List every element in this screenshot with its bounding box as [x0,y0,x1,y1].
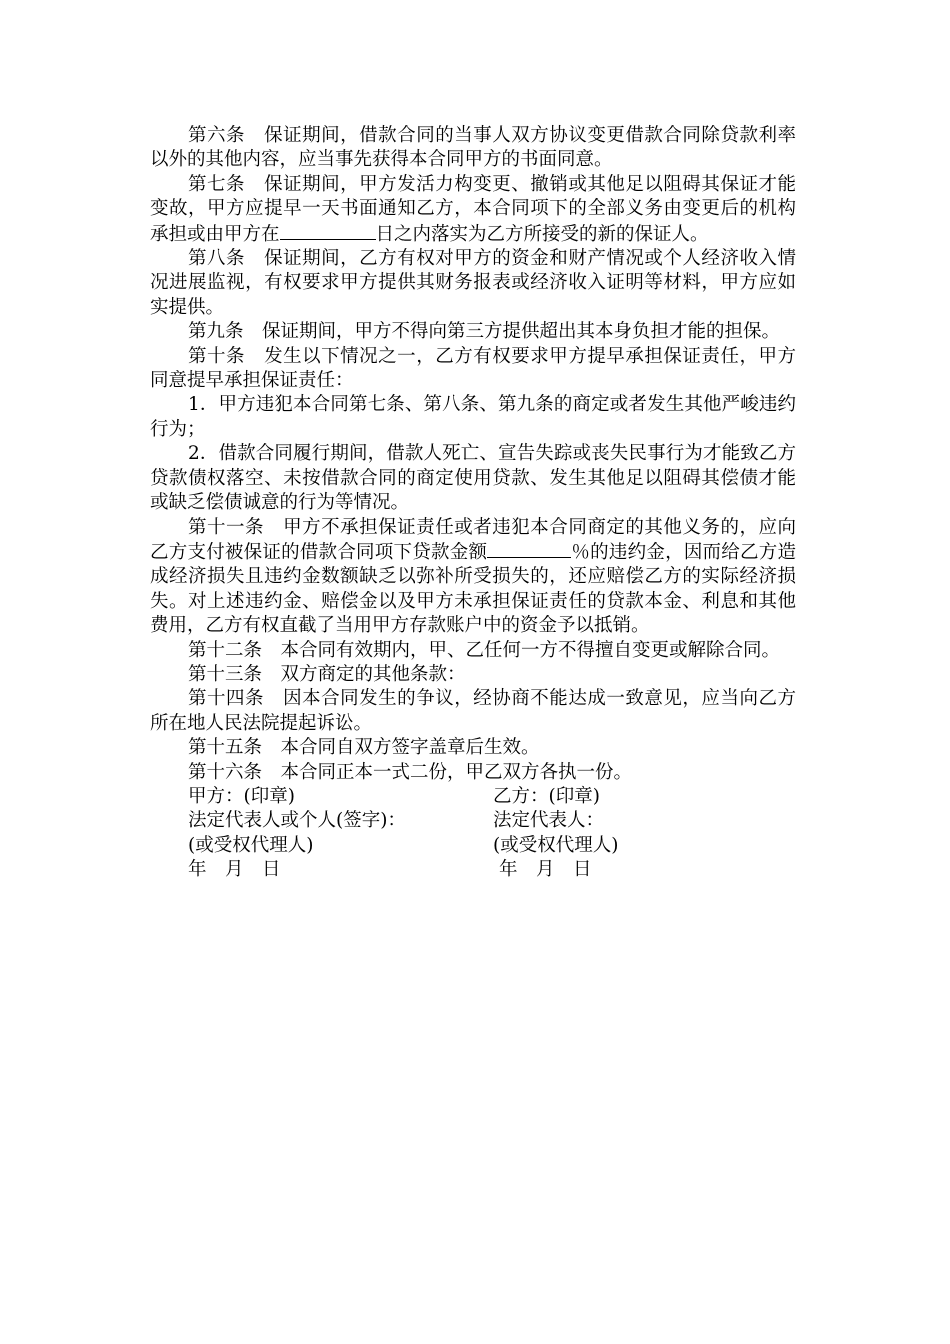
party-a-date: 年 月 日 [188,859,281,881]
fill-in-blank-percent[interactable] [487,540,571,558]
clause-7-text-a: 第七条 保证期间，甲方发活力构变更、撤销或其他足以阻碍其保证才能变故，甲方应提早一天书面通知乙方，本合同项下的全部义务由变更后的机构承担或由甲方在 [150,173,796,245]
clause-7 [150,173,796,247]
clause-11-text-a: 第十一条 甲方不承担保证责任或者违犯本合同商定的其他义务的，应向乙方支付被保证的借款合同项下贷款金额 [150,516,796,563]
clause-7-text-b: 日之内落实为乙方所接受的新的保证人。 [375,223,709,245]
contract-page [150,124,796,883]
clause-6: 第六条 保证期间，借款合同的当事人双方协议变更借款合同除贷款利率以外的其他内容，应当事先获得本合同甲方的书面同意。 [150,125,796,171]
party-b-date: 年 月 日 [499,859,592,881]
clause-8: 第八条 保证期间，乙方有权对甲方的资金和财产情况或个人经济收入情况进展监视，有权要求甲方提供其财务报表或经济收入证明等材料，甲方应如实提供。 [150,248,796,318]
clause-14: 第十四条 因本合同发生的争议，经协商不能达成一致意见，应当向乙方所在地人民法院提起诉讼。 [150,688,796,734]
party-b-agent: (或受权代理人) [493,834,619,856]
clause-11-text-b: ％的违约金，因而给乙方造成经济损失且违约金数额缺乏以弥补所受损失的，还应赔偿乙方的实际经济损失。对上述违约金、赔偿金以及甲方未承担保证责任的贷款本金、利息和其他费用，乙方有权直截了当用甲方存款账户中的资金予以抵销。 [150,541,796,637]
signature-row-date [150,858,796,882]
clause-10: 第十条 发生以下情况之一，乙方有权要求甲方提早承担保证责任，甲方同意提早承担保证责任： [150,345,796,392]
party-a-agent: (或受权代理人) [188,834,314,856]
signature-row-party [150,785,796,809]
party-a-representative: 法定代表人或个人(签字)： [188,810,406,832]
clause-9: 第九条 保证期间，甲方不得向第三方提供超出其本身负担才能的担保。 [188,321,781,343]
party-b-representative: 法定代表人： [493,810,605,832]
clause-12: 第十二条 本合同有效期内，甲、乙任何一方不得擅自变更或解除合同。 [188,639,781,661]
clause-13: 第十三条 双方商定的其他条款： [188,663,466,685]
fill-in-blank-days[interactable] [280,222,376,240]
signature-row-agent [150,834,796,858]
clause-10-item-1: 1．甲方违犯本合同第七条、第八条、第九条的商定或者发生其他严峻违约行为； [150,394,796,440]
clause-16: 第十六条 本合同正本一式二份，甲乙双方各执一份。 [188,761,633,783]
party-a-seal: 甲方：(印章) [188,785,295,807]
clause-10-item-2: 2．借款合同履行期间，借款人死亡、宣告失踪或丧失民事行为才能致乙方贷款债权落空、未按借款合同的商定使用贷款、发生其他足以阻碍其偿债才能或缺乏偿债诚意的行为等情况。 [150,443,796,514]
signature-row-representative [150,809,796,833]
party-b-seal: 乙方：(印章) [493,785,600,807]
clause-15: 第十五条 本合同自双方签字盖章后生效。 [188,737,540,759]
clause-11 [150,516,796,639]
